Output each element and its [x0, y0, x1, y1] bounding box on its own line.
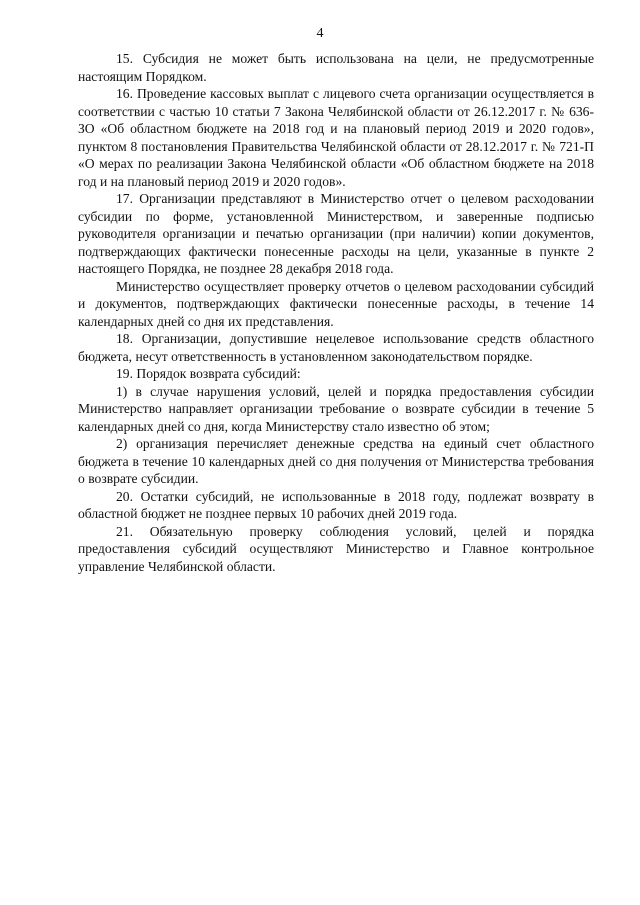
document-body — [78, 50, 594, 575]
paragraph-19: 19. Порядок возврата субсидий: — [116, 366, 301, 381]
paragraph-19-item-1: 1) в случае нарушения условий, целей и порядка предоставления субсидии Министерство направляет организации требование о возврате субсидии в течение 5 календарных дней со дня, когда Министерству стало известно об этом; — [78, 383, 594, 434]
paragraph-16: 16. Проведение кассовых выплат с лицевого счета организации осуществляется в соответствии с частью 10 статьи 7 Закона Челябинской области от 26.12.2017 г. № 636-ЗО «Об областном бюджете на 2018 год и на плановый период 2019 и 2020 годов», пунктом 8 постановления Правительства Челябинской области от 28.12.2017 г. № 721-П «О мерах по реализации Закона Челябинской области «Об областном бюджете на 2018 год и на плановый период 2019 и 2020 годов». — [78, 86, 594, 189]
paragraph-21: 21. Обязательную проверку соблюдения условий, целей и порядка предоставления субсидий осуществляют Министерство и Главное контрольное управление Челябинской области. — [78, 523, 594, 574]
paragraph-20: 20. Остатки субсидий, не использованные в 2018 году, подлежат возврату в областной бюджет не позднее первых 10 рабочих дней 2019 года. — [78, 488, 594, 521]
paragraph-17-ministry-check: Министерство осуществляет проверку отчетов о целевом расходовании субсидий и документов, подтверждающих фактически понесенные расходы, в течение 14 календарных дней со дня их представления. — [78, 278, 594, 329]
paragraph-17: 17. Организации представляют в Министерство отчет о целевом расходовании субсидии по форме, установленной Министерством, и заверенные подписью руководителя организации и печатью организации (при наличии) копии документов, подтверждающих фактически понесенные расходы на цели, указанные в пункте 2 настоящего Порядка, не позднее 28 декабря 2018 года. — [78, 191, 594, 276]
paragraph-18: 18. Организации, допустившие нецелевое использование средств областного бюджета, несут ответственность в установленном законодательством порядке. — [78, 331, 594, 364]
paragraph-19-item-2: 2) организация перечисляет денежные средства на единый счет областного бюджета в течение 10 календарных дней со дня получения от Министерства требования о возврате субсидии. — [78, 436, 594, 486]
page-number: 4 — [316, 26, 324, 41]
paragraph-15: 15. Субсидия не может быть использована на цели, не предусмотренные настоящим Порядком. — [78, 51, 594, 84]
